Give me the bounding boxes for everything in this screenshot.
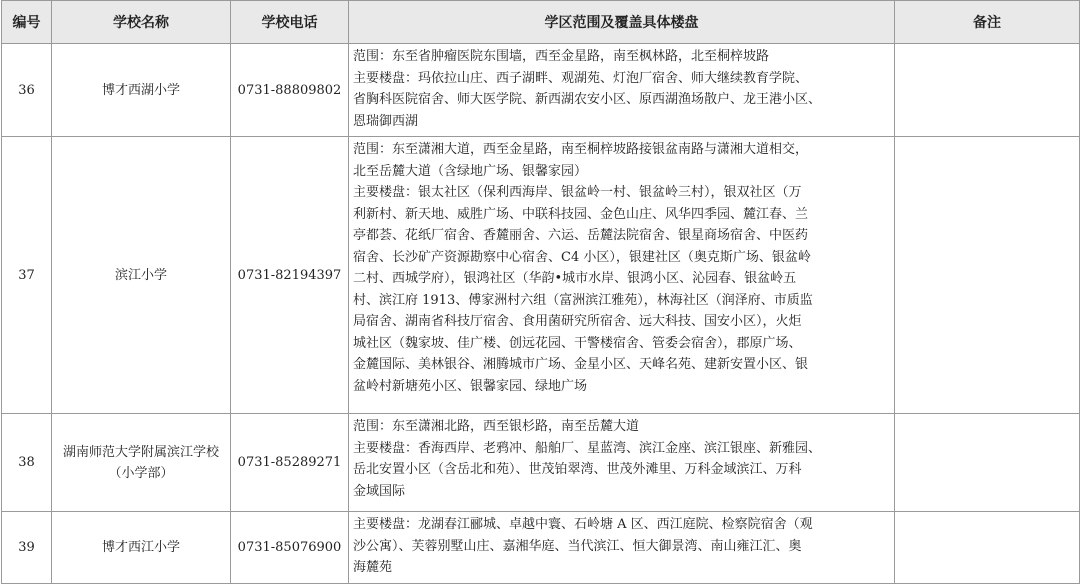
- school-phone: 0731-85076900: [231, 512, 349, 584]
- table-row: [2, 414, 1080, 512]
- scope-line: 金麓国际、美林银谷、湘腾城市广场、金星小区、天峰名苑、建新安置小区、银: [353, 357, 809, 372]
- note-cell: [895, 137, 1080, 414]
- scope-line: 省胸科医院宿舍、师大医学院、新西湖农安小区、原西湖渔场散户、龙王港小区、: [353, 92, 822, 107]
- school-name: [52, 44, 231, 137]
- scope-line: 沙公寓）、芙蓉别墅山庄、嘉湘华庭、当代滨江、恒大御景湾、南山雍江汇、奥: [353, 538, 802, 554]
- school-phone: 0731-82194397: [231, 137, 349, 414]
- header-scope: 学区范围及覆盖具体楼盘: [349, 1, 895, 44]
- school-name: [52, 414, 231, 512]
- scope-line: 利新村、新天地、威胜广场、中联科技园、金色山庄、风华四季园、麓江春、兰: [353, 206, 809, 222]
- scope-line: 盆岭村新塘苑小区、银馨家园、绿地广场: [353, 378, 588, 394]
- scope-line: 北至岳麓大道（含绿地广场、银馨家园）: [353, 163, 588, 179]
- school-phone: 0731-88809802: [231, 44, 349, 137]
- scope-line: 恩瑞御西湖: [353, 113, 419, 129]
- header-row: [2, 1, 1080, 44]
- school-name-line: （小学部）: [108, 465, 174, 481]
- scope-line: 岳北安置小区（含岳北和苑）、世茂铂翠湾、世茂外滩里、万科金域滨江、万科: [353, 462, 802, 477]
- table-row: [2, 137, 1080, 414]
- row-num: 36: [2, 44, 52, 137]
- scope-line: 主要楼盘：银太社区（保利西海岸、银盆岭一村、银盆岭三村），银双社区（万: [353, 185, 802, 200]
- scope-line: 主要楼盘：玛依拉山庄、西子湖畔、观湖苑、灯泡厂宿舍、师大继续教育学院、: [353, 70, 809, 86]
- school-name-line: 滨江小学: [114, 267, 167, 283]
- scope-detail: [349, 44, 895, 137]
- school-name-line: 湖南师范大学附属滨江学校: [62, 444, 219, 460]
- scope-line: 城社区（魏家坡、佳广楼、创远花园、干警楼宿舍、管委会宿舍），郡原广场、: [353, 335, 802, 351]
- header-note: 备注: [895, 1, 1080, 44]
- note-cell: [895, 414, 1080, 512]
- school-district-table: [1, 0, 1080, 584]
- scope-line: 亭都荟、花纸厂宿舍、香麓丽舍、六运、岳麓法院宿舍、银星商场宿舍、中医药: [353, 228, 809, 243]
- row-num: 37: [2, 137, 52, 414]
- scope-line: 二村、西城学府），银鸿社区（华韵•城市水岸、银鸿小区、沁园春、银盆岭五: [353, 271, 797, 286]
- row-num: 38: [2, 414, 52, 512]
- table-row: [2, 44, 1080, 137]
- scope-detail: [349, 414, 895, 512]
- scope-line: 范围：东至潇湘大道，西至金星路，南至桐梓坡路接银盆南路与潇湘大道相交，: [353, 142, 809, 157]
- row-num: 39: [2, 512, 52, 584]
- school-name: [52, 137, 231, 414]
- header-school-name: 学校名称: [52, 1, 231, 44]
- scope-detail: [349, 512, 895, 584]
- school-name: [52, 512, 231, 584]
- school-name-line: 博才西湖小学: [101, 82, 180, 98]
- scope-detail: [349, 137, 895, 414]
- scope-line: 金域国际: [353, 483, 406, 499]
- scope-line: 范围：东至潇湘北路，西至银杉路，南至岳麓大道: [353, 419, 640, 434]
- note-cell: [895, 512, 1080, 584]
- school-name-line: 博才西江小学: [101, 540, 180, 555]
- table-row: [2, 512, 1080, 584]
- school-phone: 0731-85289271: [231, 414, 349, 512]
- scope-line: 主要楼盘：龙湖春江郦城、卓越中寰、石岭塘 A 区、西江庭院、检察院宿舍（观: [353, 517, 813, 532]
- scope-line: 宿舍、长沙矿产资源勘察中心宿舍、C4 小区），银建社区（奥克斯广场、银盆岭: [353, 249, 811, 265]
- scope-line: 海麓苑: [353, 560, 393, 575]
- note-cell: [895, 44, 1080, 137]
- scope-line: 局宿舍、湖南省科技厅宿舍、食用菌研究所宿舍、远大科技、国安小区），火炬: [353, 314, 802, 329]
- scope-line: 村、滨江府 1913、傅家洲村六组（富洲滨江雅苑），林海社区（润泽府、市质监: [353, 292, 813, 308]
- scope-line: 主要楼盘：香海西岸、老鸦冲、船舶厂、星蓝湾、滨江金座、滨江银座、新雅园、: [353, 440, 822, 456]
- scope-line: 范围：东至省肿瘤医院东围墙，西至金星路，南至枫林路，北至桐梓坡路: [353, 49, 770, 64]
- header-num: 编号: [2, 1, 52, 44]
- header-school-phone: 学校电话: [231, 1, 349, 44]
